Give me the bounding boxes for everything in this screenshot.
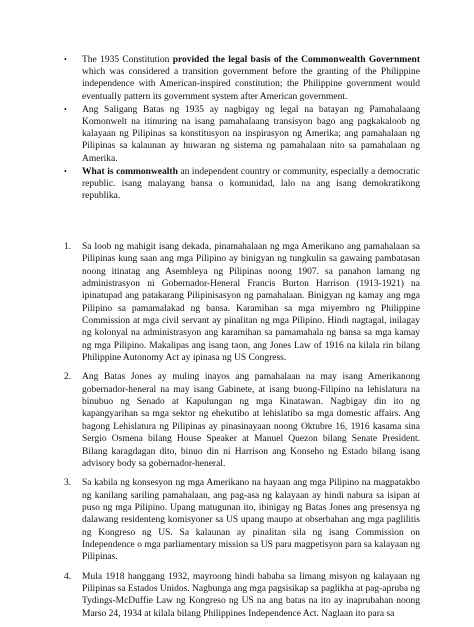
item-text: Sa loob ng mahigit isang dekada, pinamahalaan ng mga Amerikano ang pamahalaan sa Pilipinas kung saan ang mga Pilipino ay binigyan ng tungkulin sa gawaing pambatasan noong itinatag ang Asembleya ng Pilipinas noong 1907. sa panahon lamang ng administrasyon ni Gobernador-Heneral Francis Burton Harrison (1913-1921) na ipinatupad ang patakarang Pilipinisasyon ng pamahalaan. Binigyan ng kamay ang mga Pilipino sa pamamalakad ng bansa. Karamihan sa mga miyembro ng Philippine Commission at mga civil servant ay pinalitan ng mga Pilipino. Hindi nagtagal, inilagay ng kolonyal na administrasyon ang karamihan sa pamamahala ng bansa sa mga kamay ng mga Pilipino. Makalipas ang isang taon, ang Jones Law of 1916 na kilala rin bilang Philippine Autonomy Act ay ipinasa ng US Congress.: [82, 242, 420, 364]
bullet-text-rest: an independent country or community, especially a democratic republic. isang malayang bansa o komunidad, lalo na ang isang demokratikong republika.: [82, 166, 420, 202]
numbered-item-2: [64, 371, 420, 470]
bullet-text-bold: What is commonwealth: [82, 166, 178, 177]
bullet-text-rest: which was considered a transition government before the granting of the Philippine independence with American-inspired constitution; the Philippine government would eventually pattern its government system after American government.: [82, 67, 420, 102]
bullet-list: [64, 54, 420, 203]
bullet-item-commonwealth-definition: [64, 166, 420, 203]
bullet-text-bold: provided the legal basis of the Commonwealth Government: [172, 55, 420, 65]
numbered-item-3: [64, 477, 420, 563]
item-number: 2.: [64, 372, 72, 383]
bullet-icon: •: [64, 166, 67, 176]
item-text: Mula 1918 hanggang 1932, mayroong hindi bababa sa limang misyon ng kalayaan ng Pilipinas sa Estados Unidos. Nagbunga ang mga pagsisikap sa paglikha at pag-apruba ng Tydings-McDuffie Law ng Kongreso ng US na ang batas na ito ay inaprubahan noong Marso 24, 1934 at kilala bilang Philippines Independence Act. Naglaan ito para sa: [82, 571, 420, 619]
bullet-item-constitution: [64, 54, 420, 103]
numbered-list: [64, 241, 420, 627]
bullet-text-lead: The 1935 Constitution: [82, 55, 173, 65]
bullet-icon: •: [64, 104, 67, 114]
bullet-text-lead: Ang Saligang Batas ng 1935 ay nagbigay ng legal na batayan ng Pamahalaang Komonwelt na itinuring na isang pamahalaang transisyon bago ang pagkakaloob ng kalayaan ng Pilipinas sa konstitusyon na inspirasyon ng Amerika; ang pamahalaan ng Pilipinas sa kalaunan ay huwaran ng sistema ng pamahalaan nito sa pamahalaan ng Amerika.: [82, 104, 420, 164]
item-number: 3.: [64, 478, 72, 489]
item-number: 4.: [64, 571, 72, 582]
item-text: Ang Batas Jones ay muling inayos ang pamahalaan na may isang Amerikanong gobernador-heneral na may isang Gabinete, at isang buong-Filipino na lehislatura na binubuo ng Senado at Kapulungan ng mga Kinatawan. Nagbigay din ito ng kapangyarihan sa mga sektor ng ehekutibo at lehislatibo sa mga domestic affairs. Ang bagong Lehislatura ng Pilipinas ay pinasinayaan noong Oktubre 16, 1916 kasama sina Sergio Osmena bilang House Speaker at Manuel Quezon bilang Senate President. Bilang karagdagan dito, binuo din ni Harrison ang Konseho ng Estado bilang isang advisory body sa gobernador-heneral.: [82, 372, 420, 469]
numbered-item-1: [64, 241, 420, 364]
bullet-item-saligang-batas: [64, 104, 420, 165]
bullet-icon: •: [64, 55, 67, 64]
item-text: Sa kabila ng konsesyon ng mga Amerikano na hayaan ang mga Pilipino na magpatakbo ng kanilang sariling pamahalaan, ang pag-asa ng kalayaan ay hindi nabura sa isipan at puso ng mga Pilipino. Upang matugunan ito, ibinigay ng Batas Jones ang presensya ng dalawang residenteng komisyoner sa US upang maupo at obserbahan ang mga paglilitis ng Kongreso ng US. Sa kalaunan ay pinalitan sila ng isang Commission on Independence o mga parliamentary mission sa US para magpetisyon para sa kalayaan ng Pilipinas.: [82, 478, 420, 563]
item-number: 1.: [64, 242, 72, 252]
